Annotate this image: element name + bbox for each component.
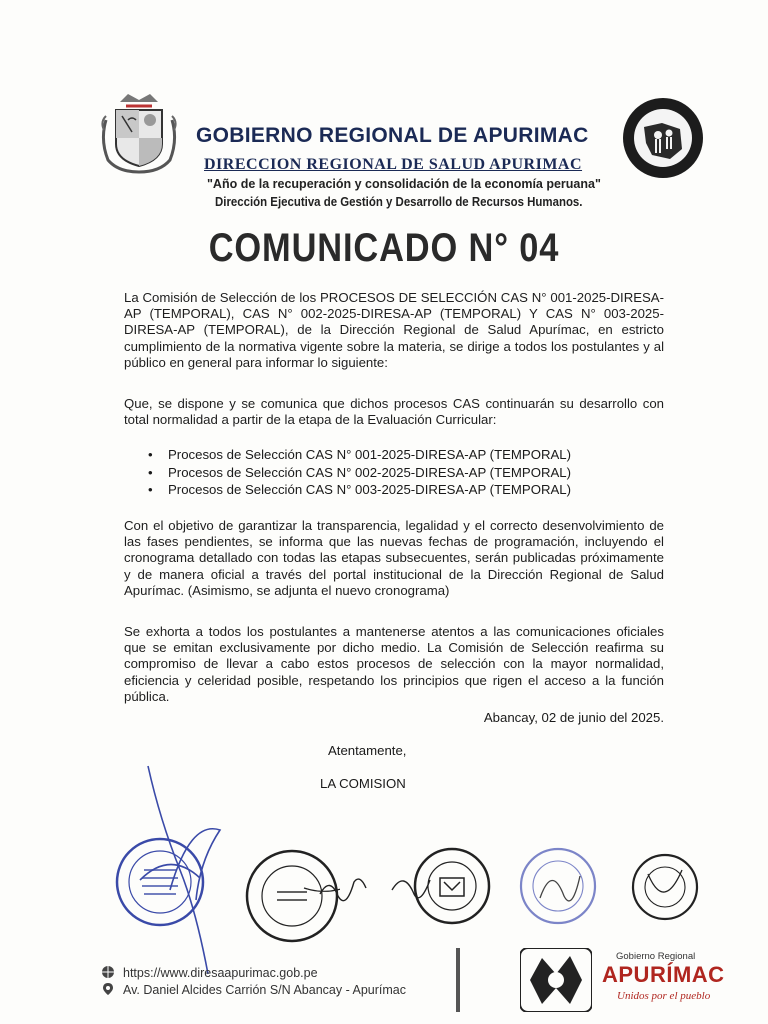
paragraph-intro: La Comisión de Selección de los PROCESOS DE SELECCIÓN CAS N° 001-2025-DIRESA-AP (TEMPORAL), CAS N° 002-2025-DIRESA-AP (TEMPORAL) Y CAS N° 003-2025-DIRESA-AP (TEMPORAL), de la Dirección Regional de Salud Apurímac, en estricto cumplimiento de la normativa vigente sobre la materia, se dirige a todos los postulantes y al público en general para informar lo siguiente: xyxy=(124,290,664,370)
footer-divider xyxy=(456,948,460,1012)
closing-regards: Atentamente, xyxy=(328,743,407,758)
header-subtitle: DIRECCION REGIONAL DE SALUD APURIMAC xyxy=(204,156,583,173)
brand-name: APURÍMAC xyxy=(602,962,725,987)
list-item: • Procesos de Selección CAS N° 002-2025-DIRESA-AP (TEMPORAL) xyxy=(148,464,572,480)
location-pin-icon xyxy=(101,982,115,996)
brand-government-label: Gobierno Regional xyxy=(616,951,696,962)
signer-name: LA COMISION xyxy=(320,776,406,791)
bullet-icon: • xyxy=(148,482,153,497)
page-title: COMUNICADO N° 04 xyxy=(208,226,560,270)
stamp-director-icon xyxy=(114,836,206,928)
header-title: GOBIERNO REGIONAL DE APURIMAC xyxy=(196,124,589,147)
bullet-icon: • xyxy=(148,447,153,462)
footer-website-row xyxy=(101,965,318,980)
globe-icon xyxy=(101,965,115,979)
document-date: Abancay, 02 de junio del 2025. xyxy=(483,710,664,725)
website-link[interactable]: https://www.diresaapurimac.gob.pe xyxy=(123,966,318,980)
paragraph-announcement: Que, se dispone y se comunica que dichos procesos CAS continuarán su desarrollo con total normalidad a partir de la etapa de la Evaluación Curricular: xyxy=(124,396,664,428)
stamp-laboratory-icon xyxy=(412,846,492,926)
list-item: • Procesos de Selección CAS N° 001-2025-DIRESA-AP (TEMPORAL) xyxy=(148,447,572,462)
bullet-icon: • xyxy=(148,464,153,480)
paragraph-exhortation: Se exhorta a todos los postulantes a mantenerse atentos a las comunicaciones oficiales que se emitan exclusivamente por dicho medio. La Comisión de Selección reafirma su compromiso de llevar a cabo estos procesos de selección con la mayor normalidad, eficiencia y celeridad posible, respetando los principios que rigen el acceso a la función pública. xyxy=(124,624,664,704)
diresa-logo-icon xyxy=(622,97,704,179)
coat-of-arms-icon xyxy=(98,90,180,174)
header-motto: "Año de la recuperación y consolidación de la economía peruana" xyxy=(207,177,601,191)
signature-icon xyxy=(318,870,368,910)
regional-emblem-icon xyxy=(520,948,592,1012)
paragraph-schedule: Con el objetivo de garantizar la transparencia, legalidad y el correcto desenvolvimiento de las fases pendientes, se informa que las nuevas fechas de programación, incluyendo el cronograma detallado con todas las etapas subsecuentes, serán publicadas próximamente y de manera oficial a través del portal institucional de la Dirección Regional de Salud Apurímac. (Asimismo, se adjunta el nuevo cronograma) xyxy=(124,518,664,598)
process-list xyxy=(146,446,571,499)
header-direction: Dirección Ejecutiva de Gestión y Desarrollo de Recursos Humanos. xyxy=(215,194,583,209)
stamp-cnis-icon xyxy=(630,852,700,922)
brand-tagline: Unidos por el pueblo xyxy=(617,990,711,1002)
address-text: Av. Daniel Alcides Carrión S/N Abancay - Apurímac xyxy=(123,983,407,997)
stamp-health-icon xyxy=(518,846,598,926)
list-item: • Procesos de Selección CAS N° 003-2025-DIRESA-AP (TEMPORAL) xyxy=(148,482,572,497)
footer-address-row xyxy=(101,982,406,997)
